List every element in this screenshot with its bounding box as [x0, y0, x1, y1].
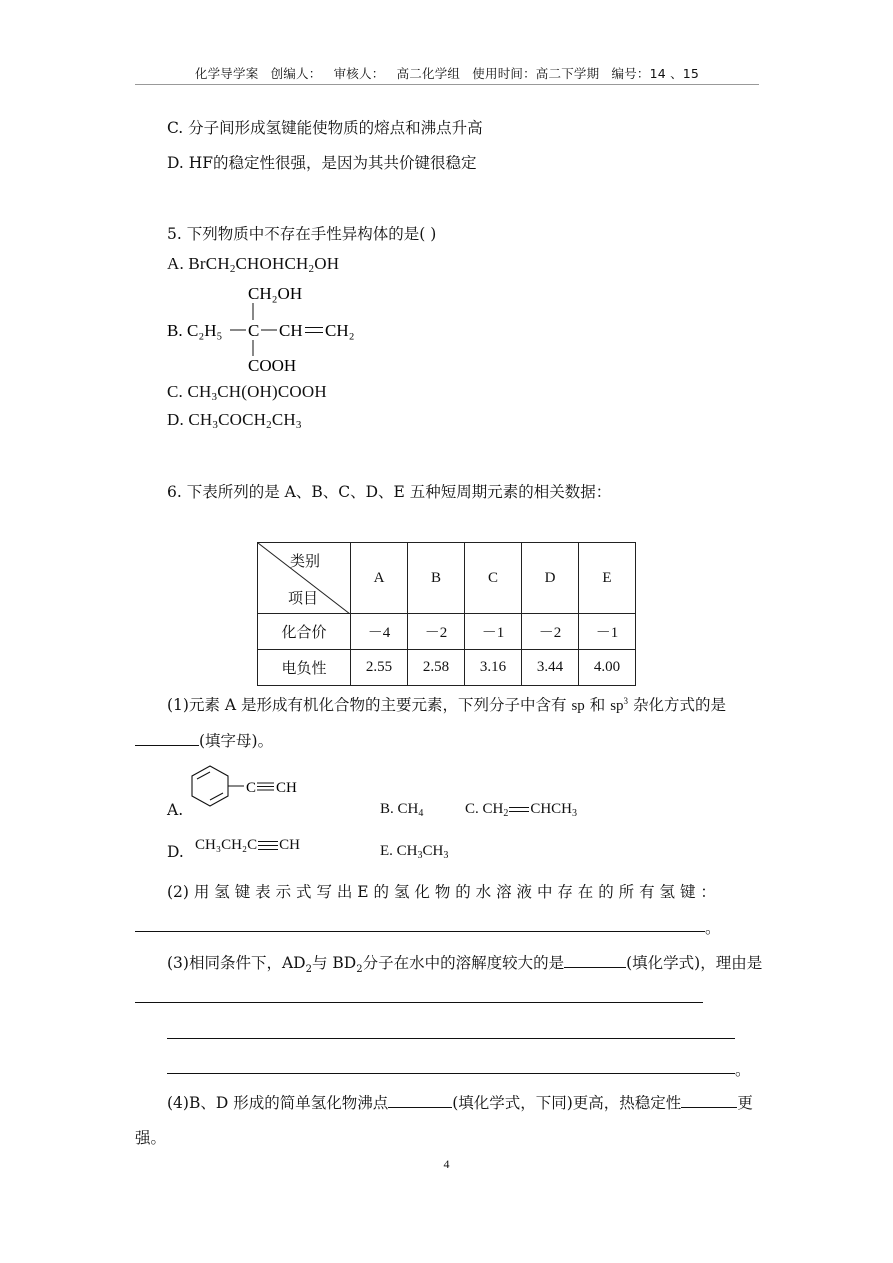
table-cell: 3.44 [522, 650, 579, 686]
sub4-line2: 强。 [135, 1129, 167, 1147]
q6-sub3-stem [167, 951, 762, 975]
header-course: 化学导学案 [194, 66, 259, 81]
corner-bottom-label: 项目 [288, 589, 319, 607]
sub1-text-a: (1)元素 A 是形成有机化合物的主要元素，下列分子中含有 [167, 696, 567, 714]
table-header-cell: D [522, 543, 579, 614]
formula-part: CH [188, 410, 213, 429]
answer-line[interactable] [135, 931, 705, 932]
formula-sub: 4 [418, 808, 424, 819]
table-cell: －2 [522, 614, 579, 650]
sub3-text-a: (3)相同条件下，AD [167, 954, 306, 972]
formula-part: OH [314, 254, 340, 273]
corner-top-label: 类别 [290, 552, 321, 570]
formula-sub: 2 [229, 263, 236, 275]
table-cell: 4.00 [579, 650, 636, 686]
q5-b-right2-group: CH₂ [325, 321, 355, 340]
q5-stem: 5. 下列物质中不存在手性异构体的是( ) [167, 225, 437, 243]
sub1-option-c [465, 801, 577, 818]
answer-line[interactable] [135, 1002, 703, 1003]
formula-part: CH [279, 837, 300, 853]
element-data-table [257, 542, 636, 686]
q5-b-center-atom: C [248, 321, 260, 340]
table-header-cell: C [465, 543, 522, 614]
q5-b-bottom-group: COOH [248, 356, 297, 375]
sub1-tail: (填字母)。 [199, 732, 274, 750]
table-header-cell: A [351, 543, 408, 614]
table-row [258, 650, 636, 686]
table-corner-cell [258, 543, 351, 614]
table-cell: －4 [351, 614, 408, 650]
answer-line[interactable] [167, 1073, 735, 1074]
sub1-option-b [380, 801, 423, 818]
formula-sub: 2 [266, 419, 272, 431]
page-header [135, 64, 759, 82]
formula-part: CH [271, 410, 296, 429]
q5-option-b-label: B. [167, 321, 183, 340]
formula-part: CH₃CH₂C [195, 837, 258, 853]
alkyne-end: CH [276, 780, 297, 796]
formula-part: CH [422, 843, 444, 859]
sub1-sp: sp [571, 698, 585, 714]
formula-sub: 3 [572, 808, 578, 819]
header-reviewer: 审核人： [333, 66, 385, 81]
q5-option-b-structure [160, 280, 380, 376]
table-cell: 3.16 [465, 650, 522, 686]
sub4-text-c: 更 [737, 1094, 753, 1112]
table-cell: 2.58 [408, 650, 465, 686]
header-divider [135, 84, 759, 85]
q5-option-a-label: A. [167, 254, 189, 273]
sub1-sp3: sp [610, 698, 624, 714]
q5-option-d [167, 410, 302, 430]
sub1-option-e-label: E. CH [380, 843, 418, 859]
sub3-text-b: 与 BD [311, 954, 357, 972]
aromatic-bond [197, 772, 210, 779]
q6-sub1-answer-line [135, 729, 273, 751]
sub1-option-e [380, 843, 448, 860]
sub1-option-b-label: B. CH [380, 801, 419, 817]
q5-option-c-label: C. [167, 382, 188, 401]
q6-sub1-stem [167, 693, 726, 715]
header-number: 编号：14 、15 [611, 66, 700, 81]
table-cell: －2 [408, 614, 465, 650]
formula-sub: 3 [212, 419, 219, 431]
formula-sub: 2 [356, 964, 363, 976]
row-label: 化合价 [258, 614, 351, 650]
formula-part: CH [187, 382, 212, 401]
page-number: 4 [443, 1157, 450, 1171]
formula-sub: 2 [305, 964, 312, 976]
sub1-and: 和 [589, 696, 606, 714]
sub1-option-a-label: A. [167, 801, 184, 819]
table-cell: －1 [579, 614, 636, 650]
formula-part: CHOHCH [235, 254, 309, 273]
formula-sub: 2 [503, 808, 509, 819]
table-cell: －1 [465, 614, 522, 650]
table-header-cell: B [408, 543, 465, 614]
header-group: 高二化学组 [396, 66, 461, 81]
q5-option-a [167, 254, 339, 274]
answer-blank[interactable] [135, 731, 199, 746]
sub1-sp3-sup: 3 [623, 696, 629, 706]
phenylacetylene-structure [190, 762, 310, 832]
sub1-text-b: 杂化方式的是 [632, 696, 726, 714]
sub1-option-c-label: C. CH [465, 801, 504, 817]
answer-blank[interactable] [388, 1093, 452, 1108]
formula-sub: 2 [308, 263, 315, 275]
sub2-end: 。 [705, 919, 721, 937]
q5-b-top-group: CH₂OH [248, 284, 303, 303]
row-label: 电负性 [258, 650, 351, 686]
answer-blank[interactable] [564, 953, 626, 968]
answer-line[interactable] [167, 1038, 735, 1039]
answer-blank[interactable] [681, 1093, 737, 1108]
header-editor: 创编人： [270, 66, 322, 81]
formula-sub: 3 [443, 850, 449, 861]
triple-bond [257, 841, 279, 851]
formula-sub: 3 [295, 419, 302, 431]
q5-option-d-label: D. [167, 410, 189, 429]
q6-sub2-stem: (2) 用 氢 键 表 示 式 写 出 E 的 氢 化 物 的 水 溶 液 中 存 在 的 所 有 氢 键 ： [167, 883, 716, 901]
table-cell: 2.55 [351, 650, 408, 686]
q4-option-d: D. HF的稳定性很强，是因为其共价键很稳定 [167, 154, 477, 172]
table-header-cell: E [579, 543, 636, 614]
sub1-option-d [195, 837, 300, 854]
sub3-text-c: 分子在水中的溶解度较大的是 [362, 954, 565, 972]
header-time: 使用时间：高二下学期 [472, 66, 600, 81]
q5-b-right-group: CH [279, 321, 303, 340]
sub3-end: 。 [735, 1061, 751, 1079]
formula-sub: 3 [211, 391, 218, 403]
formula-part: CHCH [530, 801, 573, 817]
q6-sub4-stem [167, 1091, 753, 1113]
sub1-option-d-label: D. [167, 843, 184, 861]
q5-b-left-group: C₂H₅ [187, 321, 223, 340]
sub4-text-a: (4)B、D 形成的简单氢化物沸点 [167, 1094, 389, 1112]
double-bond [508, 806, 530, 814]
formula-part: COCH [218, 410, 267, 429]
formula-part: BrCH [188, 254, 230, 273]
formula-part: CH(OH)COOH [217, 382, 327, 401]
alkyne-carbon: C [246, 780, 257, 796]
q4-option-c: C. 分子间形成氢键能使物质的熔点和沸点升高 [167, 119, 483, 137]
aromatic-bond [210, 793, 223, 800]
q6-stem: 6. 下表所列的是 A、B、C、D、E 五种短周期元素的相关数据： [167, 483, 612, 501]
formula-sub: 3 [417, 850, 423, 861]
table-row [258, 614, 636, 650]
sub3-text-d: (填化学式)，理由是 [626, 954, 763, 972]
q5-option-c [167, 382, 327, 402]
sub4-text-b: (填化学式，下同)更高，热稳定性 [452, 1094, 682, 1112]
